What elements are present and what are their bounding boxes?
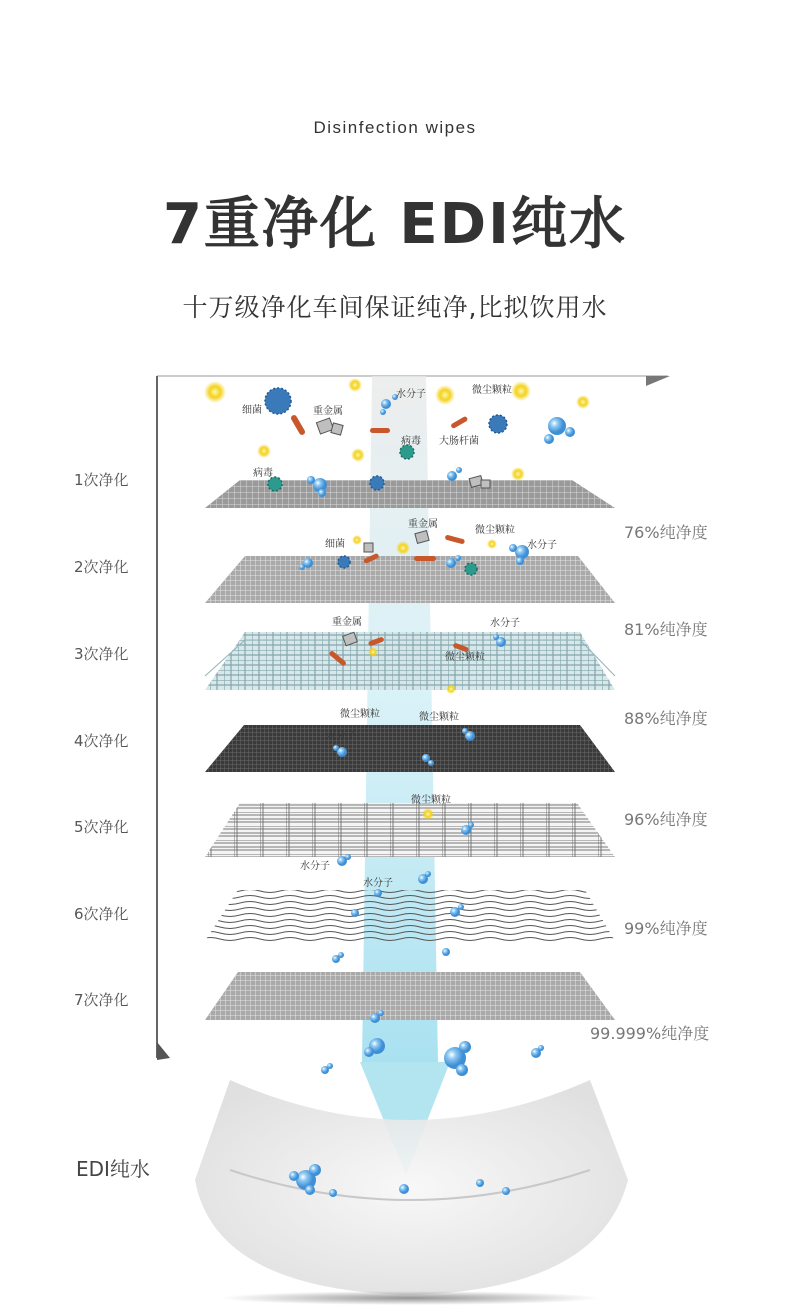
purity-label-6: 99%纯净度 [624,919,708,938]
label-dust: 微尘颗粒 [445,652,485,663]
main-title: 7重净化 EDI纯水 [162,192,628,257]
label-heavy-metal: 重金属 [313,406,343,417]
stage-label-3: 3次净化 [74,645,129,663]
label-virus: 病毒 [253,468,273,479]
label-heavy-metal: 重金属 [332,617,362,628]
stage-label-2: 2次净化 [74,558,129,576]
label-bacteria: 细菌 [325,539,345,550]
label-heavy-metal: 重金属 [408,519,438,530]
stage-label-1: 1次净化 [74,471,129,489]
label-water-molecule: 水分子 [300,861,330,872]
label-dust: 微尘颗粒 [340,709,380,720]
label-virus: 病毒 [401,436,421,447]
label-water-molecule: 水分子 [490,618,520,629]
label-dust: 微尘颗粒 [475,525,515,536]
label-water-molecule: 水分子 [527,540,557,551]
purity-label-4: 88%纯净度 [624,709,708,728]
purity-label-3: 81%纯净度 [624,620,708,639]
purity-label-5: 96%纯净度 [624,810,708,829]
label-e-coli: 大肠杆菌 [439,436,479,447]
label-water-molecule: 水分子 [326,731,356,742]
label-dust: 微尘颗粒 [419,712,459,723]
label-bacteria: 细菌 [242,405,262,416]
subtitle: 十万级净化车间保证纯净,比拟饮用水 [182,293,608,322]
label-water-molecule: 水分子 [363,878,393,889]
label-water-molecule: 水分子 [396,389,426,400]
label-dust: 微尘颗粒 [411,795,451,806]
english-title: Disinfection wipes [313,118,477,137]
stage-label-5: 5次净化 [74,818,129,836]
stage-label-7: 7次净化 [74,991,129,1009]
purity-label-2: 76%纯净度 [624,523,708,542]
purity-label-7: 99.999%纯净度 [590,1024,710,1043]
edi-water-label: EDI纯水 [76,1157,150,1181]
stage-label-4: 4次净化 [74,732,129,750]
label-dust: 微尘颗粒 [472,385,512,396]
stage-label-6: 6次净化 [74,905,129,923]
